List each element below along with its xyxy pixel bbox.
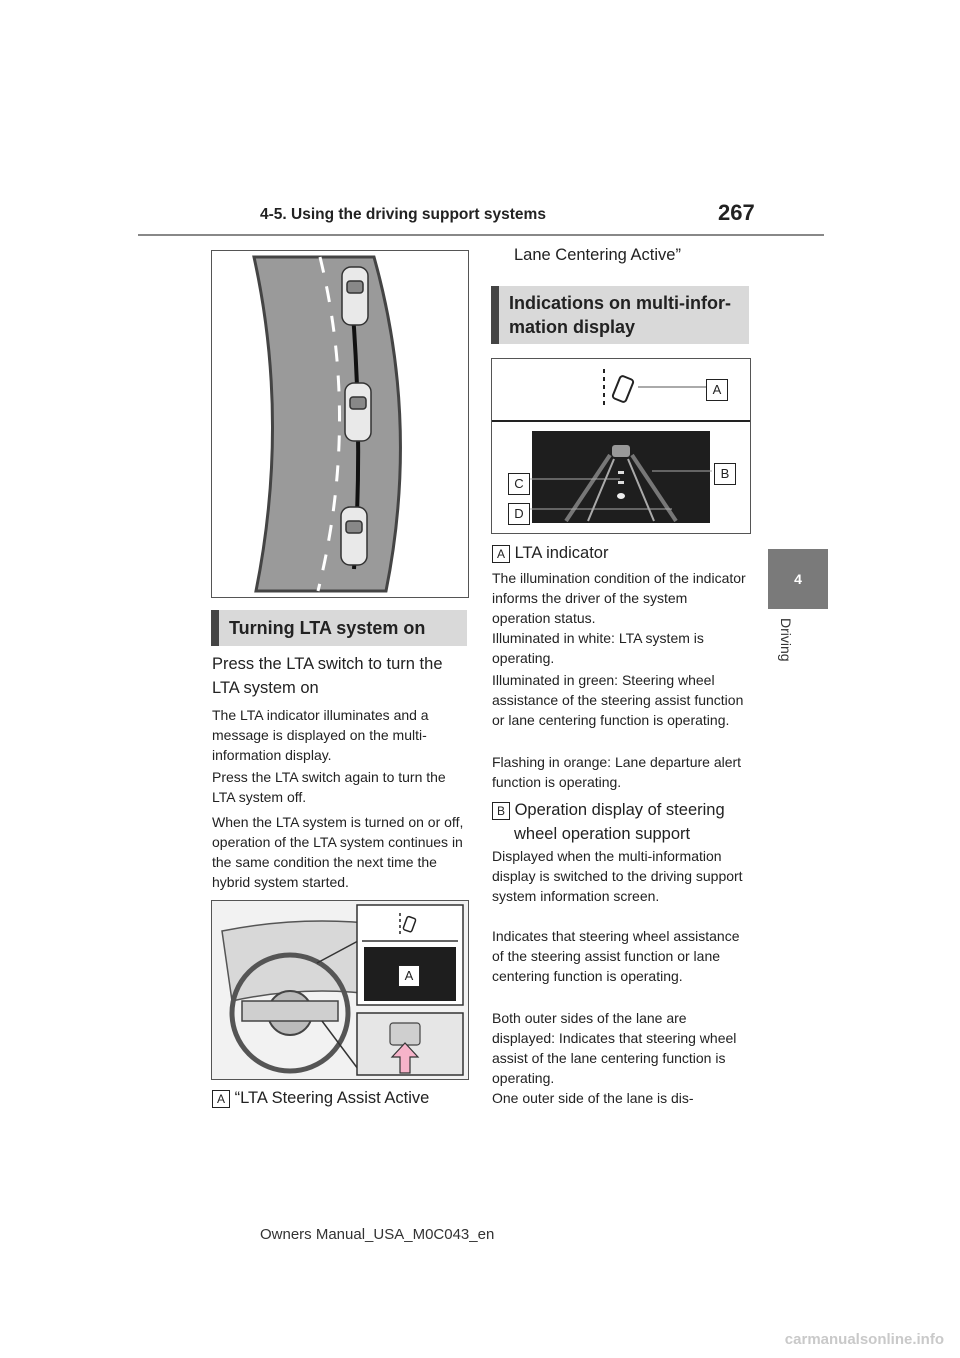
callout-b: B bbox=[714, 463, 736, 485]
dashboard-lta-switch-figure bbox=[211, 900, 469, 1080]
callout-c: C bbox=[508, 473, 530, 495]
caption-lane-centering-active: Lane Centering Active” bbox=[514, 246, 681, 264]
paragraph-press-again: Press the LTA switch again to turn the LTA system off. bbox=[212, 769, 446, 805]
section-heading-turning-on: Turning LTA system on bbox=[211, 610, 467, 646]
caption-text: “LTA Steering Assist Active bbox=[234, 1089, 430, 1107]
lane-centering-road-figure bbox=[211, 250, 469, 598]
callout-a: A bbox=[706, 379, 728, 401]
item-b-paragraph-3: Both outer sides of the lane are displayed: Indicates that steering wheel assist of the lane centering function is operating. bbox=[492, 1010, 737, 1086]
instruction-text: Press the LTA switch to turn the LTA system on bbox=[212, 655, 443, 697]
chapter-label: Driving bbox=[778, 618, 794, 662]
caption-lta-steering-assist bbox=[212, 1086, 472, 1110]
car-top-icon bbox=[342, 267, 368, 325]
item-a-paragraph-4: Flashing in orange: Lane departure alert function is operating. bbox=[492, 754, 742, 790]
item-b-paragraph-1: Displayed when the multi-information display is switched to the driving support system information screen. bbox=[492, 848, 743, 904]
callout-d: D bbox=[508, 503, 530, 525]
paragraph-continues: When the LTA system is turned on or off, operation of the LTA system continues in the same condition the next time the hybrid system started. bbox=[212, 814, 464, 890]
item-a-letter-box: A bbox=[492, 545, 510, 563]
section-title: 4-5. Using the driving support systems bbox=[260, 206, 546, 223]
page-number: 267 bbox=[718, 200, 755, 225]
item-a-title: A LTA indicator bbox=[492, 541, 752, 565]
lta-indicator-icon bbox=[604, 369, 634, 409]
multi-info-display-figure bbox=[491, 358, 751, 534]
item-b-letter-box: B bbox=[492, 802, 510, 820]
item-a-paragraph-3: Illuminated in green: Steering wheel assistance of the steering assist function or lane centering function is operating. bbox=[492, 672, 744, 728]
chapter-number: 4 bbox=[794, 571, 802, 587]
paragraph-indicator-illuminates: The LTA indicator illuminates and a message is displayed on the multi-information display. bbox=[212, 707, 429, 763]
watermark[interactable]: carmanualsonline.info bbox=[784, 1331, 944, 1348]
item-b-title: B Operation display of steering wheel operation support bbox=[492, 798, 752, 846]
item-a-paragraph-2: Illuminated in white: LTA system is operating. bbox=[492, 630, 704, 666]
caption-letter-box: A bbox=[212, 1090, 230, 1108]
car-bottom-icon bbox=[341, 507, 367, 565]
item-b-paragraph-2: Indicates that steering wheel assistance of the steering assist function or lane centering function is operating. bbox=[492, 928, 740, 984]
header-rule bbox=[138, 234, 824, 236]
item-b-paragraph-4: One outer side of the lane is dis- bbox=[492, 1090, 694, 1106]
chapter-tab[interactable] bbox=[768, 549, 828, 609]
car-middle-icon bbox=[345, 383, 371, 441]
section-heading-indications: Indications on multi-infor- mation display bbox=[491, 286, 749, 344]
item-a-paragraph-1: The illumination condition of the indicator informs the driver of the system operation status. bbox=[492, 570, 746, 626]
manual-id: Owners Manual_USA_M0C043_en bbox=[260, 1226, 495, 1243]
figure2-callout-a: A bbox=[398, 965, 420, 987]
